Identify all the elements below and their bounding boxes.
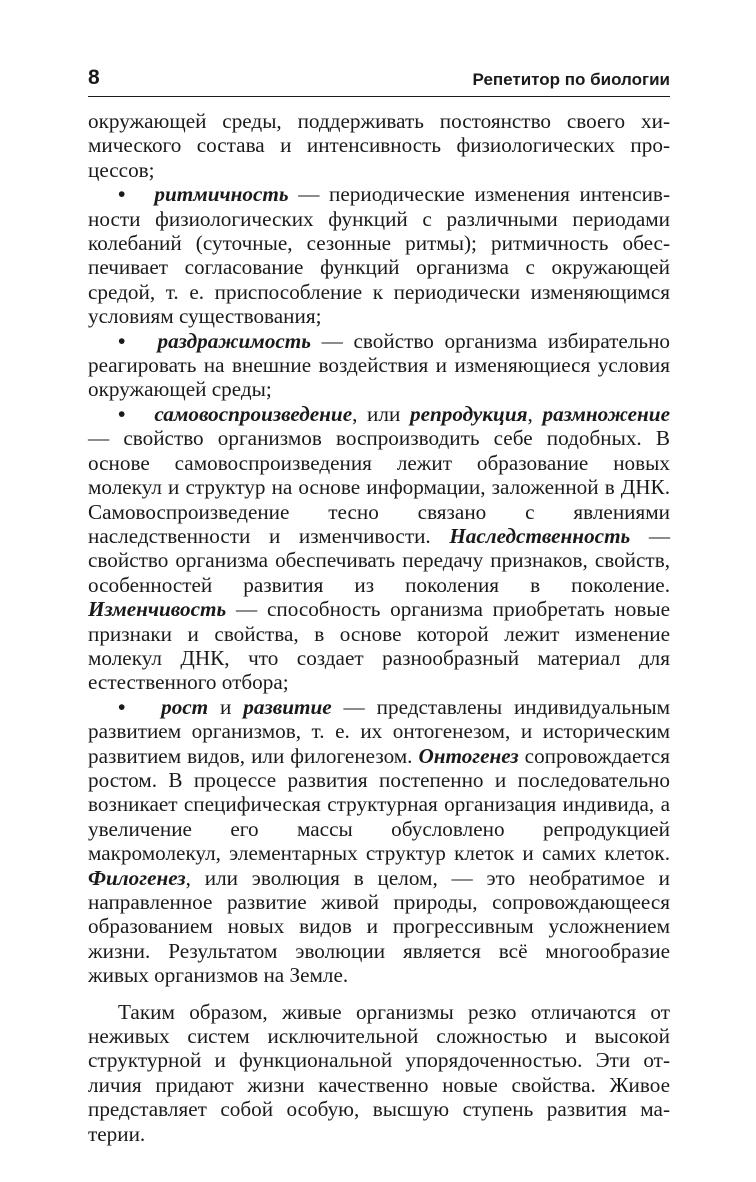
- bullet-marker: •: [118, 401, 126, 426]
- text-run: — периодические изменения интенсивности физиологических функций с различными периодами колебаний (суточные, сезонные ритмы); ритмичность обеспечивает согласование функций организма с окружающей средой, т. е. приспособление к периодически изменяющимся условиям существования;: [88, 182, 670, 329]
- term-bold-italic: раздражимость: [157, 328, 311, 353]
- text-run: и: [208, 694, 244, 719]
- page-number: 8: [88, 66, 100, 89]
- body-text: [88, 109, 670, 1146]
- term-bold-italic: репродукция: [409, 401, 528, 426]
- term-bold-italic: рост: [161, 694, 209, 719]
- text-run: — свойство организма обеспечивать передачу признаков, свойств, особенностей развития из поколения в поколение.: [88, 523, 671, 597]
- text-run: сопровождается ростом. В процессе развития постепенно и последовательно возникает специфическая структурная организация индивида, а увеличение его массы обусловлено репродукцией макромолекул, элементарных структур клеток и самих клеток.: [88, 743, 671, 866]
- bullet-paragraph: [88, 402, 670, 695]
- text-run: — способность организма приобретать новые признаки и свойства, в основе которой лежит изменение молекул ДНК, что создает разнообразный материал для естественного отбора;: [88, 597, 670, 695]
- header-rule: [88, 96, 670, 97]
- term-bold-italic: Наследственность: [449, 523, 631, 548]
- text-run: окружающей среды, поддерживать постоянство своего химического состава и интенсивность физиологических процессов;: [88, 109, 670, 182]
- paragraph: [88, 1000, 670, 1146]
- term-bold-italic: развитие: [243, 694, 332, 719]
- term-bold-italic: размножение: [542, 401, 670, 426]
- bullet-paragraph: [88, 695, 670, 988]
- book-page: [88, 62, 670, 1146]
- text-run: , или: [352, 401, 410, 426]
- bullet-marker: •: [118, 328, 126, 353]
- text-run: — свойство организмов воспроизводить себе подобных. В основе самовоспроизведения лежит образование новых молекул и структур на основе информации, заложенной в ДНК. Самовоспроизведение тесно связано с явлениями наследственности и изменчивости.: [88, 426, 670, 548]
- text-run: — представлены индивидуальным развитием организмов, т. е. их онтогенезом, и историческим развитием видов, или филогенезом.: [88, 694, 671, 768]
- term-bold-italic: Онтогенез: [418, 743, 519, 768]
- paragraph: [88, 109, 670, 182]
- term-bold-italic: ритмичность: [154, 182, 289, 207]
- text-run: , или эволюция в целом, — это необратимое и направленное развитие живой природы, сопровождающееся образованием новых видов и прогрессивным усложнением жизни. Результатом эволюции является всё многообразие живых организмов на Земле.: [88, 865, 670, 988]
- page-header: [88, 62, 670, 90]
- bullet-paragraph: [88, 182, 670, 328]
- term-bold-italic: Изменчивость: [88, 597, 227, 622]
- text-run: Таким образом, живые организмы резко отличаются от неживых систем исключительной сложностью и высокой структурной и функциональной упорядоченностью. Эти отличия придают жизни качественно новые свойства. Живое представляет собой особую, высшую ступень развития материи.: [88, 999, 670, 1146]
- term-bold-italic: самовоспроизведение: [154, 401, 353, 426]
- text-run: — свойство организма избирательно реагировать на внешние воздействия и изменяющиеся условия окружающей среды;: [88, 328, 670, 402]
- term-bold-italic: Филогенез: [88, 865, 186, 890]
- bullet-paragraph: [88, 329, 670, 402]
- text-run: ,: [527, 401, 543, 426]
- running-title: Репетитор по биологии: [472, 70, 670, 89]
- bullet-marker: •: [118, 694, 126, 719]
- bullet-marker: •: [118, 182, 126, 207]
